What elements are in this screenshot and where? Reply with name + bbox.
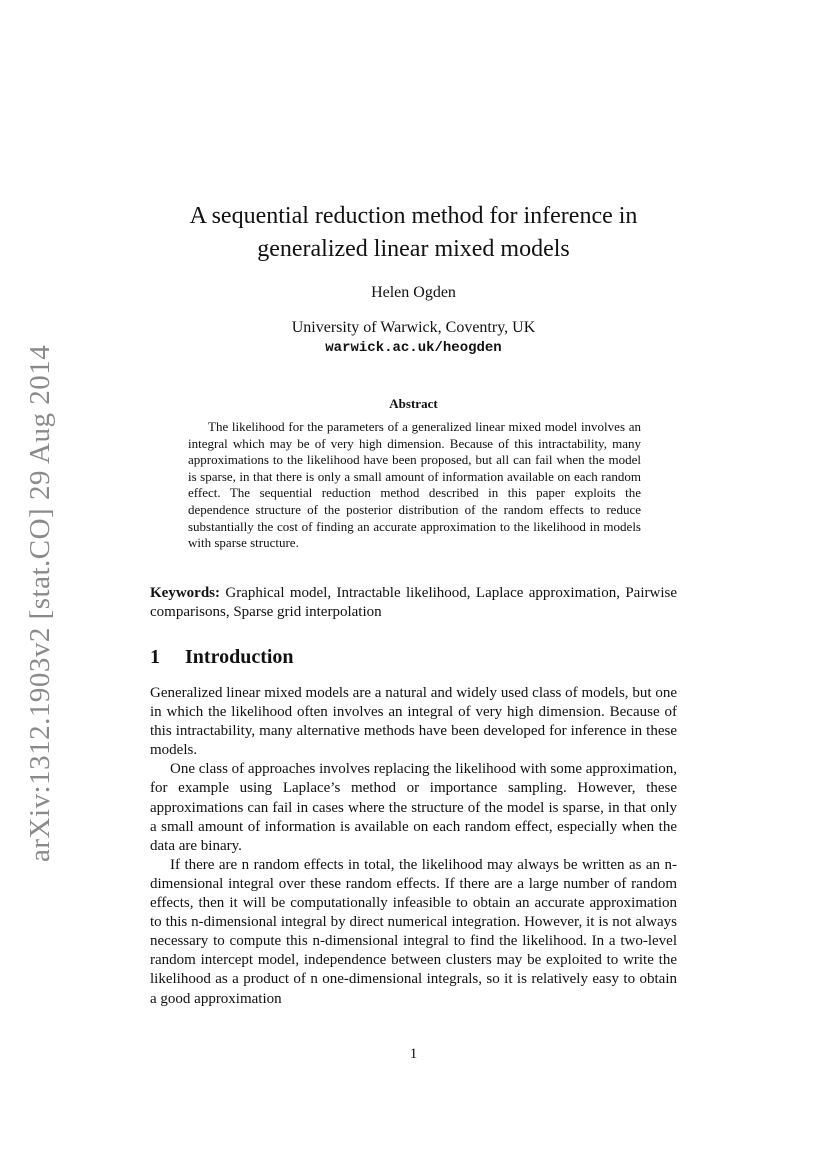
body-paragraph: Generalized linear mixed models are a natural and widely used class of models, but one in which the likelihood often involves an integral of very high dimension. Because of this intractability, many alternative methods have been developed for inference in these models. xyxy=(150,685,677,759)
abstract-body: The likelihood for the parameters of a generalized linear mixed model involves an integral which may be of very high dimension. Because of this intractability, many approximations to the likelihood have been proposed, but all can fail when the model is sparse, in that there is only a small amount of information available on each random effect. The sequential reduction method described in this paper exploits the dependence structure of the posterior distribution of the random effects to reduce substantially the cost of finding an accurate approximation to the likelihood in models with sparse structure. xyxy=(188,419,641,551)
author-affiliation: University of Warwick, Coventry, UK xyxy=(291,319,536,336)
introduction-body xyxy=(150,684,677,1009)
section-heading xyxy=(150,646,294,669)
section-title: Introduction xyxy=(185,646,294,668)
keywords-label: Keywords: xyxy=(150,585,220,601)
body-paragraph: One class of approaches involves replacing the likelihood with some approximation, for example using Laplace’s method or importance sampling. However, these approximations can fail in cases where the structure of the model is sparse, in that only a small amount of information is available on each random effect, especially when the data are binary. xyxy=(150,761,677,854)
abstract-heading: Abstract xyxy=(389,396,438,411)
section-number: 1 xyxy=(150,646,160,668)
page-number: 1 xyxy=(409,1046,418,1062)
arxiv-identifier-stamp: arXiv:1312.1903v2 [stat.CO] 29 Aug 2014 xyxy=(24,344,56,862)
author-website: warwick.ac.uk/heogden xyxy=(325,340,502,356)
keywords-list: Graphical model, Intractable likelihood, Laplace approximation, Pairwise comparisons, Sparse grid interpolation xyxy=(150,585,678,620)
author-name: Helen Ogden xyxy=(371,284,456,301)
paper-title: A sequential reduction method for inference in generalized linear mixed models xyxy=(189,203,638,262)
keywords xyxy=(150,584,677,622)
body-paragraph: If there are n random effects in total, the likelihood may always be written as an n-dimensional integral over these random effects. If there are a large number of random effects, then it will be computationally infeasible to obtain an accurate approximation to this n-dimensional integral by direct numerical integration. However, it is not always necessary to compute this n-dimensional integral to find the likelihood. In a two-level random intercept model, independence between clusters may be exploited to write the likelihood as a product of n one-dimensional integrals, so it is relatively easy to obtain a good approximation xyxy=(150,856,677,1007)
